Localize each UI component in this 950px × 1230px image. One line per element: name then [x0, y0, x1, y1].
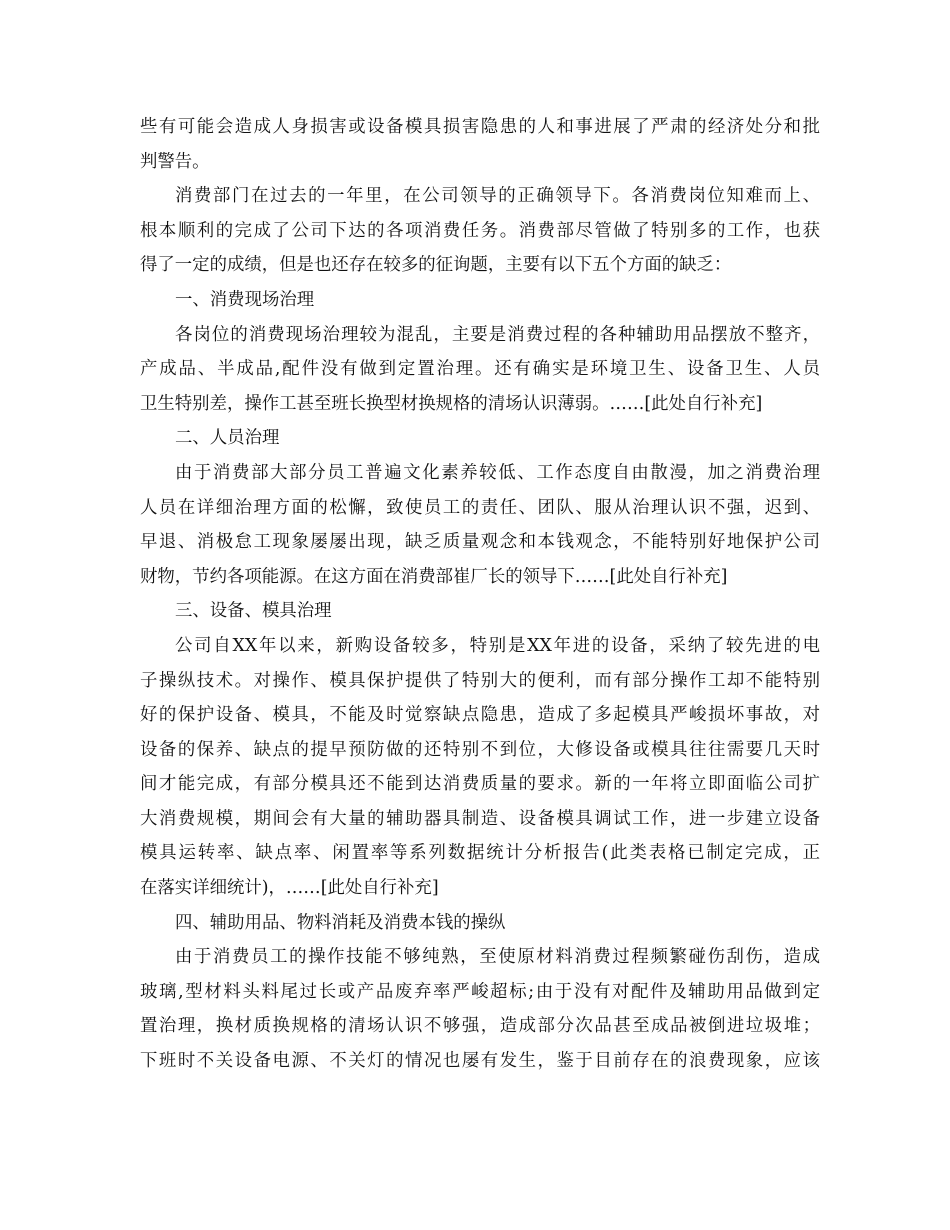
- text-line: 财物，节约各项能源。在这方面在消费部崔厂长的领导下……[此处自行补充]: [140, 566, 728, 587]
- text-line: 好的保护设备、模具，不能及时觉察缺点隐患，造成了多起模具严峻损坏事故，对: [140, 705, 820, 726]
- text-line: 设备的保养、缺点的提早预防做的还特别不到位，大修设备或模具往往需要几天时: [140, 739, 820, 760]
- text-line: 在落实详细统计)，……[此处自行补充]: [140, 878, 439, 899]
- text-line: 玻璃,型材料头料尾过长或产品废弃率严峻超标;由于没有对配件及辅助用品做到定: [140, 981, 820, 1002]
- text-line: 消费部门在过去的一年里，在公司领导的正确领导下。各消费岗位知难而上、: [175, 186, 820, 207]
- text-line: 人员在详细治理方面的松懈，致使员工的责任、团队、服从治理认识不强，迟到、: [140, 497, 820, 518]
- text-line: 由于消费部大部分员工普遍文化素养较低、工作态度自由散漫，加之消费治理: [175, 462, 820, 483]
- text-line: 些有可能会造成人身损害或设备模具损害隐患的人和事进展了严肃的经济处分和批: [140, 117, 820, 137]
- text-line: 四、辅助用品、物料消耗及消费本钱的操纵: [175, 912, 506, 933]
- text-line: 三、设备、模具治理: [175, 601, 332, 622]
- text-line: 一、消费现场治理: [175, 289, 315, 310]
- text-line: 由于消费员工的操作技能不够纯熟，至使原材料消费过程频繁碰伤刮伤，造成: [175, 947, 820, 968]
- text-line: 置治理，换材质换规格的清场认识不够强，造成部分次品甚至成品被倒进垃圾堆；: [140, 1016, 820, 1037]
- text-line: 卫生特别差，操作工甚至班长换型材换规格的清场认识薄弱。……[此处自行补充]: [140, 393, 763, 414]
- document-body: [140, 110, 820, 1079]
- text-line: 得了一定的成绩，但是也还存在较多的征询题，主要有以下五个方面的缺乏：: [140, 255, 732, 276]
- text-line: 间才能完成，有部分模具还不能到达消费质量的要求。新的一年将立即面临公司扩: [140, 774, 820, 795]
- text-line: 下班时不关设备电源、不关灯的情况也屡有发生，鉴于目前存在的浪费现象，应该: [140, 1051, 820, 1072]
- text-line: 根本顺利的完成了公司下达的各项消费任务。消费部尽管做了特别多的工作，也获: [140, 220, 820, 241]
- text-line: 早退、消极怠工现象屡屡出现，缺乏质量观念和本钱观念，不能特别好地保护公司: [140, 532, 820, 553]
- text-line: 公司自XX年以来，新购设备较多，特别是XX年进的设备，采纳了较先进的电: [175, 635, 820, 656]
- text-line: 判警告。: [140, 151, 210, 172]
- text-line: 模具运转率、缺点率、闲置率等系列数据统计分析报告(此类表格已制定完成，正: [140, 843, 820, 864]
- text-line: 二、人员治理: [175, 428, 280, 449]
- text-line: 大消费规模，期间会有大量的辅助器具制造、设备模具调试工作，进一步建立设备: [140, 808, 820, 829]
- text-line: 产成品、半成品,配件没有做到定置治理。还有确实是环境卫生、设备卫生、人员: [140, 359, 820, 380]
- text-line: 各岗位的消费现场治理较为混乱，主要是消费过程的各种辅助用品摆放不整齐，: [175, 324, 820, 345]
- text-line: 子操纵技术。对操作、模具保护提供了特别大的便利，而有部分操作工却不能特别: [140, 670, 820, 691]
